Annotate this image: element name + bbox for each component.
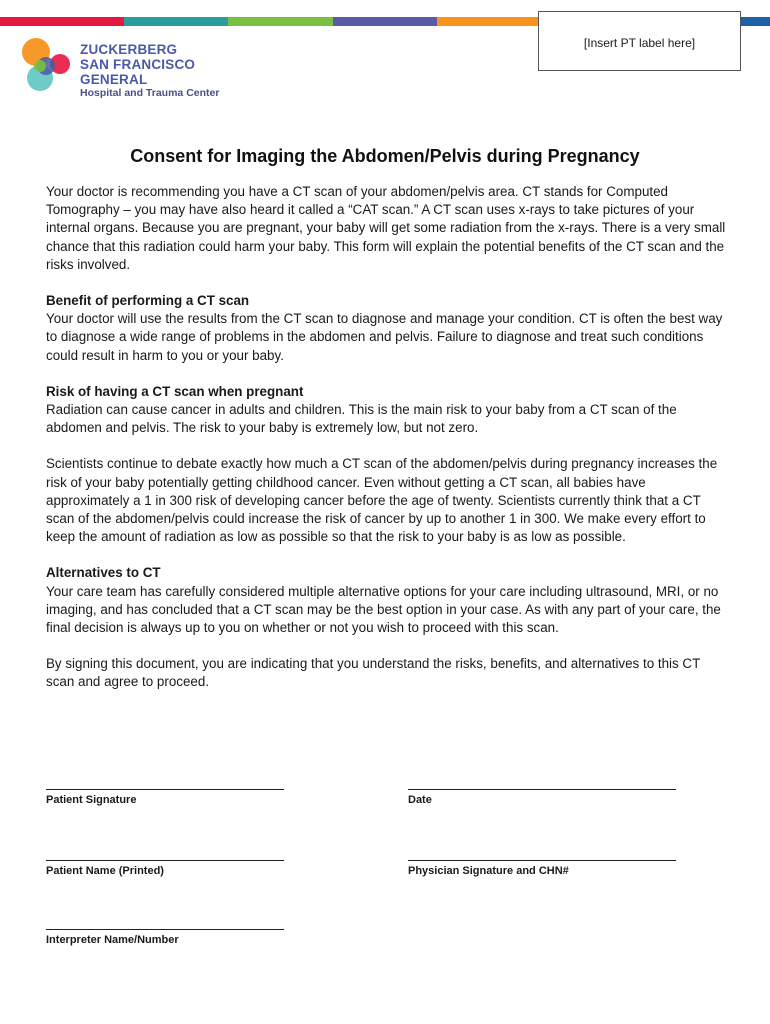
signature-line xyxy=(408,789,676,790)
patient-signature-field[interactable] xyxy=(46,789,284,806)
risk-paragraph: Radiation can cause cancer in adults and children. This is the main risk to your baby from a CT scan of the abdomen and pelvis. The risk to your baby is extremely low, but not zero. xyxy=(46,402,677,436)
hospital-logo xyxy=(20,36,260,99)
alternatives-heading: Alternatives to CT xyxy=(46,565,161,581)
color-bar-segment xyxy=(333,17,437,26)
interpreter-label: Interpreter Name/Number xyxy=(46,934,179,946)
intro-paragraph: Your doctor is recommending you have a CT scan of your abdomen/pelvis area. CT stands for Computed Tomography – you may have also heard it called a “CAT scan.” A CT scan uses x-rays to take pictures of your internal organs. Because you are pregnant, your baby will get some radiation from the x-rays. There is a very small chance that this radiation could harm your baby. This form will explain the potential benefits of the CT scan and the risks involved. xyxy=(46,184,726,272)
color-bar-segment xyxy=(228,17,333,26)
signature-line xyxy=(46,789,284,790)
patient-signature-label: Patient Signature xyxy=(46,794,137,806)
date-label: Date xyxy=(408,794,432,806)
document-body xyxy=(46,183,726,710)
patient-label-box: [Insert PT label here] xyxy=(538,11,741,71)
logo-mark-icon xyxy=(20,36,80,96)
risk-heading: Risk of having a CT scan when pregnant xyxy=(46,383,304,399)
color-bar-segment xyxy=(740,17,770,26)
alternatives-paragraph: Your care team has carefully considered multiple alternative options for your care including ultrasound, MRI, or no imaging, and has concluded that a CT scan may be the best option in your case. As with any part of your care, the final decision is always up to you on whether or not you wish to proceed with this scan. xyxy=(46,583,721,636)
physician-signature-label: Physician Signature and CHN# xyxy=(408,865,569,877)
color-bar-segment xyxy=(437,17,538,26)
physician-signature-field[interactable] xyxy=(408,860,676,877)
closing-paragraph: By signing this document, you are indicating that you understand the risks, benefits, and alternatives to this CT scan and agree to proceed. xyxy=(46,656,701,690)
benefit-heading: Benefit of performing a CT scan xyxy=(46,293,250,309)
document-title: Consent for Imaging the Abdomen/Pelvis during Pregnancy xyxy=(130,146,640,166)
interpreter-field[interactable] xyxy=(46,929,284,946)
benefit-paragraph: Your doctor will use the results from the CT scan to diagnose and manage your condition. CT is often the best way to diagnose a wide range of problems in the abdomen and pelvis. Failure to diagnose and treat such conditions could result in harm to you or your baby. xyxy=(46,311,723,363)
risk-paragraph-2: Scientists continue to debate exactly how much a CT scan of the abdomen/pelvis during pregnancy increases the risk of your baby potentially getting childhood cancer. Even without getting a CT scan, all babies have approximately a 1 in 300 risk of developing cancer before the age of twenty. Scientists currently think that a CT scan of the abdomen/pelvis could increase the risk of cancer by up to another 1 in 300. We make every effort to keep the amount of radiation as low as possible so that the risk to your baby is as low as possible. xyxy=(46,456,718,545)
signature-line xyxy=(46,860,284,861)
logo-line-3: Hospital and Trauma Center xyxy=(80,87,220,99)
logo-line-1: ZUCKERBERG xyxy=(80,42,178,57)
signature-line xyxy=(408,860,676,861)
patient-name-field[interactable] xyxy=(46,860,284,877)
logo-line-2: SAN FRANCISCO GENERAL xyxy=(80,57,196,87)
color-bar-segment xyxy=(0,17,124,26)
date-field[interactable] xyxy=(408,789,676,806)
logo-text xyxy=(80,42,260,100)
signature-line xyxy=(46,929,284,930)
color-bar-segment xyxy=(124,17,228,26)
patient-name-label: Patient Name (Printed) xyxy=(46,865,164,877)
